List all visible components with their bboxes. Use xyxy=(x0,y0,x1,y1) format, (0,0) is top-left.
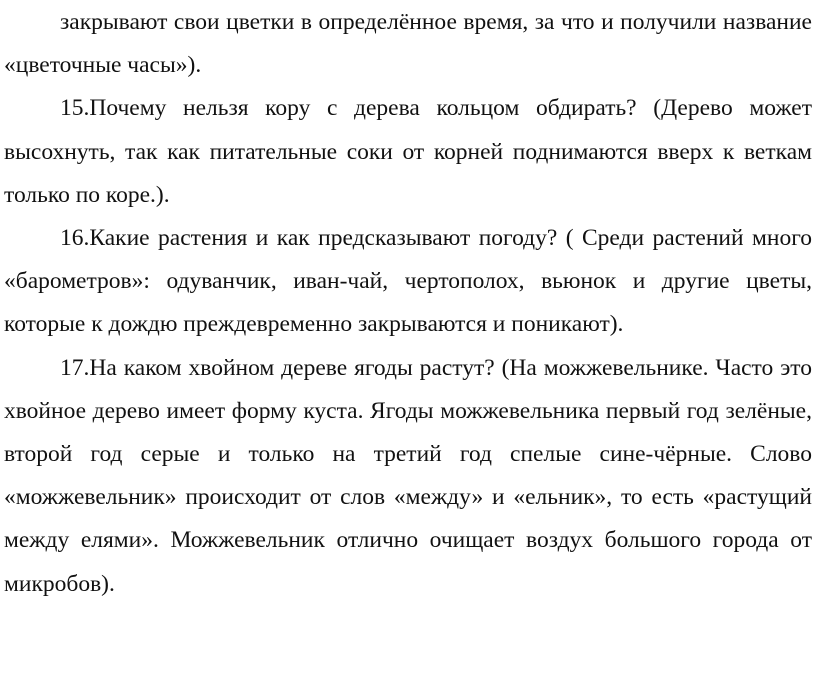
paragraph-question-16: 16.Какие растения и как предсказывают погоду? ( Среди растений много «барометров»: одуванчик, иван-чай, чертополох, вьюнок и другие цветы, которые к дождю преждевременно закрываются и поникают). xyxy=(4,225,812,338)
paragraph-continuation: закрывают свои цветки в определённое время, за что и получили название «цветочные часы»). xyxy=(4,9,812,79)
document-body xyxy=(4,1,812,606)
paragraph-question-17: 17.На каком хвойном дереве ягоды растут? (На можжевельнике. Часто это хвойное дерево имеет форму куста. Ягоды можжевельника первый год зелёные, второй год серые и только на третий год спелые сине-чёрные. Слово «можжевельник» происходит от слов «между» и «ельник», то есть «растущий между елями». Можжевельник отлично очищает воздух большого города от микробов). xyxy=(4,354,812,597)
paragraph-question-15: 15.Почему нельзя кору с дерева кольцом обдирать? (Дерево может высохнуть, так как питательные соки от корней поднимаются вверх к веткам только по коре.). xyxy=(4,95,812,208)
